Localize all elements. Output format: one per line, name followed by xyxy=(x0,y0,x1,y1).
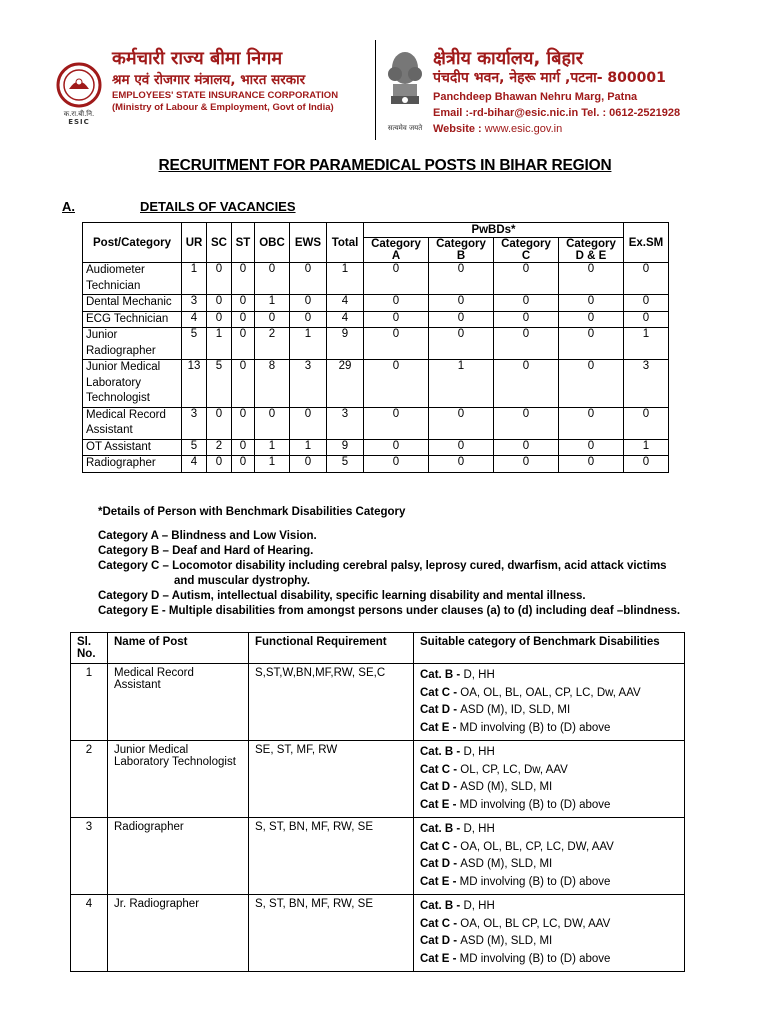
vacancy-cell-ur: 3 xyxy=(182,295,207,312)
table-row xyxy=(83,439,669,456)
vacancy-post-name: Medical Record Assistant xyxy=(83,407,182,439)
website-link[interactable]: www.esic.gov.in xyxy=(484,123,563,135)
vacancy-cell-exsm: 3 xyxy=(624,360,669,408)
vacancy-cell-obc: 0 xyxy=(255,407,290,439)
vacancy-post-name: Junior Medical Laboratory Technologist xyxy=(83,360,182,408)
vacancy-cell-exsm: 1 xyxy=(624,328,669,360)
logo-caption-hindi: क.रा.बी.नि. xyxy=(63,110,95,118)
col-sc: SC xyxy=(207,223,232,263)
vacancy-cell-ews: 1 xyxy=(290,328,327,360)
category-table xyxy=(70,632,685,972)
vacancy-cell-exsm: 1 xyxy=(624,439,669,456)
vacancy-cell-a: 0 xyxy=(364,263,429,295)
vacancy-cell-c: 0 xyxy=(494,311,559,328)
regional-office-title: क्षेत्रीय कार्यालय, बिहार xyxy=(433,48,584,69)
vacancy-post-name: ECG Technician xyxy=(83,311,182,328)
vacancy-cell-exsm: 0 xyxy=(624,456,669,473)
vacancy-post-name: Junior Radiographer xyxy=(83,328,182,360)
table-row xyxy=(83,311,669,328)
vacancy-cell-c: 0 xyxy=(494,407,559,439)
vacancy-post-name: OT Assistant xyxy=(83,439,182,456)
vacancy-cell-st: 0 xyxy=(232,311,255,328)
category-post-name: Jr. Radiographer xyxy=(108,895,249,972)
cat-d-line xyxy=(420,702,678,720)
vacancy-cell-b: 0 xyxy=(429,311,494,328)
note-cat-c: Category C – Locomotor disability including cerebral palsy, leprosy cured, dwarfism, acid attack victims xyxy=(98,560,667,572)
vacancy-cell-de: 0 xyxy=(559,295,624,312)
vacancy-cell-ur: 4 xyxy=(182,456,207,473)
table-row xyxy=(71,741,685,818)
vacancy-cell-st: 0 xyxy=(232,407,255,439)
vacancy-cell-st: 0 xyxy=(232,295,255,312)
note-cat-b: Category B – Deaf and Hard of Hearing. xyxy=(98,545,314,557)
vacancy-cell-exsm: 0 xyxy=(624,407,669,439)
note-cat-c-cont: and muscular dystrophy. xyxy=(174,575,310,587)
vacancy-table xyxy=(82,222,669,473)
vacancy-cell-ews: 0 xyxy=(290,263,327,295)
table-row xyxy=(71,895,685,972)
vacancy-cell-b: 0 xyxy=(429,263,494,295)
table-row xyxy=(83,360,669,408)
col-suitable: Suitable category of Benchmark Disabilities xyxy=(414,633,685,664)
cat-e-line xyxy=(420,720,678,738)
cat-b-line xyxy=(420,821,678,839)
vacancy-cell-ews: 3 xyxy=(290,360,327,408)
table-row xyxy=(83,263,669,295)
category-sl-no: 3 xyxy=(71,818,108,895)
vacancy-cell-b: 0 xyxy=(429,439,494,456)
cat-d-value: ASD (M), ID, SLD, MI xyxy=(460,704,571,716)
vacancy-cell-c: 0 xyxy=(494,295,559,312)
vacancy-cell-c: 0 xyxy=(494,360,559,408)
col-cat-de: Category D & E xyxy=(559,238,624,263)
category-functional-req: SE, ST, MF, RW xyxy=(249,741,414,818)
vacancy-cell-c: 0 xyxy=(494,263,559,295)
vacancy-cell-total: 1 xyxy=(327,263,364,295)
cat-d-line xyxy=(420,933,678,951)
cat-b-value: D, HH xyxy=(463,900,495,912)
vacancy-post-name: Radiographer xyxy=(83,456,182,473)
cat-e-value: MD involving (B) to (D) above xyxy=(459,952,611,965)
cat-d-line xyxy=(420,779,678,797)
vacancy-cell-total: 9 xyxy=(327,328,364,360)
col-ur: UR xyxy=(182,223,207,263)
col-cat-c: Category C xyxy=(494,238,559,263)
cat-c-line xyxy=(420,839,678,857)
address-hindi: पंचदीप भवन, नेहरू मार्ग ,पटना- 800001 xyxy=(433,70,666,86)
cat-c-line xyxy=(420,685,678,703)
cat-b-line xyxy=(420,744,678,762)
ministry-english: (Ministry of Labour & Employment, Govt of India) xyxy=(112,102,334,113)
vacancy-cell-de: 0 xyxy=(559,311,624,328)
vacancy-cell-obc: 2 xyxy=(255,328,290,360)
vacancy-cell-a: 0 xyxy=(364,360,429,408)
cat-b-label: Cat. B - xyxy=(420,823,464,835)
cat-e-label: Cat E - xyxy=(420,875,460,888)
cat-e-label: Cat E - xyxy=(420,952,460,965)
cat-c-value: OL, CP, LC, Dw, AAV xyxy=(460,763,568,776)
vacancy-cell-exsm: 0 xyxy=(624,263,669,295)
vacancy-cell-b: 0 xyxy=(429,407,494,439)
vacancy-cell-sc: 1 xyxy=(207,328,232,360)
vacancy-cell-obc: 0 xyxy=(255,263,290,295)
vacancy-cell-obc: 0 xyxy=(255,311,290,328)
category-suitable xyxy=(414,818,685,895)
cat-c-value: OA, OL, BL, OAL, CP, LC, Dw, AAV xyxy=(460,686,641,699)
col-total: Total xyxy=(327,223,364,263)
section-a-title: DETAILS OF VACANCIES xyxy=(140,199,296,214)
cat-b-label: Cat. B - xyxy=(420,746,464,758)
cat-d-value: ASD (M), SLD, MI xyxy=(460,781,553,793)
vacancy-cell-sc: 0 xyxy=(207,311,232,328)
vacancy-cell-sc: 0 xyxy=(207,295,232,312)
vacancy-cell-st: 0 xyxy=(232,328,255,360)
vacancy-cell-obc: 8 xyxy=(255,360,290,408)
note-cat-d: Category D – Autism, intellectual disability, specific learning disability and mental illness. xyxy=(98,590,586,602)
vacancy-post-name: Audiometer Technician xyxy=(83,263,182,295)
header-right xyxy=(375,40,740,140)
vacancy-cell-obc: 1 xyxy=(255,439,290,456)
cat-e-line xyxy=(420,874,678,892)
vacancy-cell-ur: 3 xyxy=(182,407,207,439)
table-row xyxy=(83,328,669,360)
col-exsm: Ex.SM xyxy=(624,223,669,263)
cat-d-value: ASD (M), SLD, MI xyxy=(460,935,553,947)
col-pwbd: PwBDs* xyxy=(364,223,624,238)
vacancy-cell-sc: 0 xyxy=(207,263,232,295)
col-st: ST xyxy=(232,223,255,263)
table-row xyxy=(83,295,669,312)
cat-c-label: Cat C - xyxy=(420,686,461,699)
cat-e-line xyxy=(420,797,678,815)
org-title-english: EMPLOYEES' STATE INSURANCE CORPORATION xyxy=(112,90,339,101)
cat-b-line xyxy=(420,667,678,685)
category-suitable xyxy=(414,895,685,972)
vacancy-cell-a: 0 xyxy=(364,328,429,360)
category-functional-req: S,ST,W,BN,MF,RW, SE,C xyxy=(249,664,414,741)
vacancy-cell-ews: 0 xyxy=(290,456,327,473)
vacancy-cell-de: 0 xyxy=(559,263,624,295)
vacancy-cell-sc: 2 xyxy=(207,439,232,456)
col-functional: Functional Requirement xyxy=(249,633,414,664)
category-functional-req: S, ST, BN, MF, RW, SE xyxy=(249,818,414,895)
note-cat-e: Category E - Multiple disabilities from amongst persons under clauses (a) to (d) including deaf –blindness. xyxy=(98,605,681,617)
logo-caption-eng: ESIC xyxy=(68,118,90,126)
vacancy-cell-ews: 0 xyxy=(290,311,327,328)
cat-c-label: Cat C - xyxy=(420,917,461,930)
header-left xyxy=(50,40,376,140)
cat-b-value: D, HH xyxy=(463,746,495,758)
table-row xyxy=(71,664,685,741)
cat-e-value: MD involving (B) to (D) above xyxy=(459,875,611,888)
cat-d-label: Cat D - xyxy=(420,704,461,716)
cat-d-label: Cat D - xyxy=(420,858,461,870)
col-post-name: Name of Post xyxy=(108,633,249,664)
cat-b-value: D, HH xyxy=(463,823,495,835)
col-ews: EWS xyxy=(290,223,327,263)
table-row xyxy=(71,818,685,895)
vacancy-cell-total: 3 xyxy=(327,407,364,439)
vacancy-cell-total: 4 xyxy=(327,311,364,328)
vacancy-cell-de: 0 xyxy=(559,439,624,456)
vacancy-cell-obc: 1 xyxy=(255,456,290,473)
vacancy-post-name: Dental Mechanic xyxy=(83,295,182,312)
vacancy-cell-a: 0 xyxy=(364,311,429,328)
cat-b-line xyxy=(420,898,678,916)
vacancy-cell-a: 0 xyxy=(364,439,429,456)
vacancy-cell-ur: 5 xyxy=(182,439,207,456)
vacancy-cell-sc: 5 xyxy=(207,360,232,408)
cat-b-value: D, HH xyxy=(463,669,495,681)
cat-e-label: Cat E - xyxy=(420,721,460,734)
category-post-name: Junior Medical Laboratory Technologist xyxy=(108,741,249,818)
vacancy-cell-a: 0 xyxy=(364,407,429,439)
cat-b-label: Cat. B - xyxy=(420,669,464,681)
vacancy-cell-a: 0 xyxy=(364,295,429,312)
vacancy-cell-ews: 0 xyxy=(290,295,327,312)
vacancy-cell-c: 0 xyxy=(494,328,559,360)
vacancy-cell-obc: 1 xyxy=(255,295,290,312)
cat-e-line xyxy=(420,951,678,969)
cat-c-value: OA, OL, BL, CP, LC, DW, AAV xyxy=(460,840,614,853)
category-sl-no: 1 xyxy=(71,664,108,741)
vacancy-cell-ur: 5 xyxy=(182,328,207,360)
category-sl-no: 4 xyxy=(71,895,108,972)
vacancy-cell-ur: 4 xyxy=(182,311,207,328)
esic-logo-icon xyxy=(56,62,102,110)
category-table-body xyxy=(71,664,685,972)
cat-c-value: OA, OL, BL CP, LC, DW, AAV xyxy=(460,917,611,930)
cat-c-label: Cat C - xyxy=(420,840,461,853)
col-cat-a: Category A xyxy=(364,238,429,263)
cat-b-label: Cat. B - xyxy=(420,900,464,912)
table-row xyxy=(83,407,669,439)
vacancy-cell-st: 0 xyxy=(232,456,255,473)
emblem-caption: सत्यमेव जयते xyxy=(387,124,423,132)
category-sl-no: 2 xyxy=(71,741,108,818)
vacancy-cell-total: 9 xyxy=(327,439,364,456)
website-label: Website : xyxy=(433,123,485,135)
national-emblem-icon xyxy=(383,48,427,118)
email-tel-line: Email :-rd-bihar@esic.nic.in Tel. : 0612-2521928 xyxy=(433,107,681,119)
cat-e-value: MD involving (B) to (D) above xyxy=(459,721,611,734)
vacancy-cell-st: 0 xyxy=(232,439,255,456)
vacancy-cell-b: 0 xyxy=(429,295,494,312)
cat-d-line xyxy=(420,856,678,874)
cat-e-value: MD involving (B) to (D) above xyxy=(459,798,611,811)
vacancy-cell-ur: 13 xyxy=(182,360,207,408)
vacancy-cell-c: 0 xyxy=(494,439,559,456)
vacancy-cell-ews: 0 xyxy=(290,407,327,439)
cat-d-value: ASD (M), SLD, MI xyxy=(460,858,553,870)
col-post: Post/Category xyxy=(83,223,182,263)
category-post-name: Medical Record Assistant xyxy=(108,664,249,741)
cat-d-label: Cat D - xyxy=(420,935,461,947)
vacancy-table-body xyxy=(83,263,669,473)
vacancy-cell-st: 0 xyxy=(232,360,255,408)
category-suitable xyxy=(414,741,685,818)
notes-heading: *Details of Person with Benchmark Disabilities Category xyxy=(98,506,406,518)
cat-d-label: Cat D - xyxy=(420,781,461,793)
col-obc: OBC xyxy=(255,223,290,263)
org-title-hindi: कर्मचारी राज्य बीमा निगम xyxy=(112,48,283,69)
vacancy-cell-exsm: 0 xyxy=(624,295,669,312)
vacancy-cell-sc: 0 xyxy=(207,456,232,473)
vacancy-cell-b: 0 xyxy=(429,328,494,360)
vacancy-cell-st: 0 xyxy=(232,263,255,295)
category-suitable xyxy=(414,664,685,741)
category-post-name: Radiographer xyxy=(108,818,249,895)
vacancy-cell-ews: 1 xyxy=(290,439,327,456)
vacancy-cell-b: 1 xyxy=(429,360,494,408)
vacancy-cell-total: 29 xyxy=(327,360,364,408)
cat-c-line xyxy=(420,916,678,934)
page-title: RECRUITMENT FOR PARAMEDICAL POSTS IN BIHAR REGION xyxy=(158,157,612,174)
cat-c-line xyxy=(420,762,678,780)
website-line xyxy=(433,123,562,135)
col-sl: Sl. No. xyxy=(71,633,108,664)
vacancy-cell-exsm: 0 xyxy=(624,311,669,328)
ministry-hindi: श्रम एवं रोजगार मंत्रालय, भारत सरकार xyxy=(112,72,306,88)
col-cat-b: Category B xyxy=(429,238,494,263)
vacancy-cell-b: 0 xyxy=(429,456,494,473)
vacancy-cell-total: 4 xyxy=(327,295,364,312)
note-cat-a: Category A – Blindness and Low Vision. xyxy=(98,530,317,542)
address-english: Panchdeep Bhawan Nehru Marg, Patna xyxy=(433,91,638,103)
section-a-label: A. xyxy=(62,199,75,214)
vacancy-cell-de: 0 xyxy=(559,328,624,360)
cat-e-label: Cat E - xyxy=(420,798,460,811)
vacancy-cell-c: 0 xyxy=(494,456,559,473)
cat-c-label: Cat C - xyxy=(420,763,461,776)
logo-caption xyxy=(56,110,102,126)
vacancy-cell-a: 0 xyxy=(364,456,429,473)
table-row xyxy=(83,456,669,473)
vacancy-cell-de: 0 xyxy=(559,407,624,439)
vacancy-cell-sc: 0 xyxy=(207,407,232,439)
vacancy-cell-total: 5 xyxy=(327,456,364,473)
vacancy-cell-ur: 1 xyxy=(182,263,207,295)
vacancy-cell-de: 0 xyxy=(559,360,624,408)
vacancy-cell-de: 0 xyxy=(559,456,624,473)
category-functional-req: S, ST, BN, MF, RW, SE xyxy=(249,895,414,972)
